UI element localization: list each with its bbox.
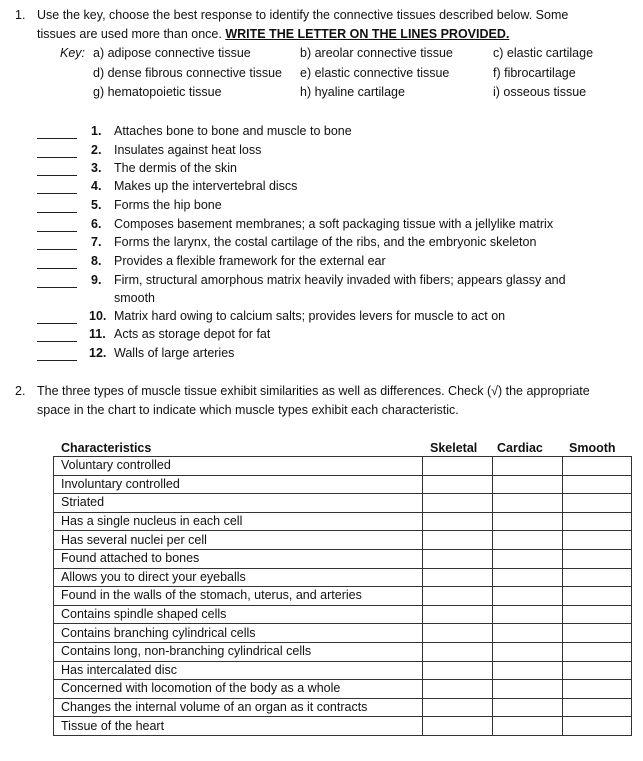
header-smooth: Smooth bbox=[569, 441, 616, 455]
answer-blank[interactable] bbox=[37, 268, 77, 269]
check-cell-cardiac[interactable] bbox=[493, 494, 563, 513]
characteristic-cell: Contains spindle shaped cells bbox=[54, 605, 423, 624]
table-row bbox=[54, 642, 632, 661]
q2-instructions-line1: The three types of muscle tissue exhibit similarities as well as differences. Check (√) the appropriate bbox=[37, 384, 590, 398]
item-text: Walls of large arteries bbox=[114, 346, 235, 360]
table-row bbox=[54, 549, 632, 568]
check-cell-smooth[interactable] bbox=[563, 642, 632, 661]
answer-blank[interactable] bbox=[37, 249, 77, 250]
check-cell-smooth[interactable] bbox=[563, 512, 632, 531]
table-row bbox=[54, 568, 632, 587]
table-row bbox=[54, 624, 632, 643]
table-row bbox=[54, 512, 632, 531]
muscle-characteristics-table bbox=[53, 456, 632, 736]
q2-number: 2. bbox=[15, 384, 26, 398]
check-cell-cardiac[interactable] bbox=[493, 605, 563, 624]
answer-blank[interactable] bbox=[37, 157, 77, 158]
q1-instructions-line1: Use the key, choose the best response to identify the connective tissues described below. Some bbox=[37, 8, 569, 22]
header-cardiac: Cardiac bbox=[497, 441, 543, 455]
table-row bbox=[54, 531, 632, 550]
item-number: 9. bbox=[91, 273, 102, 287]
table-row bbox=[54, 457, 632, 476]
check-cell-cardiac[interactable] bbox=[493, 457, 563, 476]
key-item-f: f) fibrocartilage bbox=[493, 66, 576, 80]
characteristic-cell: Has several nuclei per cell bbox=[54, 531, 423, 550]
characteristic-cell: Contains long, non-branching cylindrical cells bbox=[54, 642, 423, 661]
item-text: Insulates against heat loss bbox=[114, 143, 262, 157]
answer-blank[interactable] bbox=[37, 231, 77, 232]
check-cell-smooth[interactable] bbox=[563, 549, 632, 568]
item-number: 11. bbox=[89, 327, 106, 341]
check-cell-smooth[interactable] bbox=[563, 587, 632, 606]
item-number: 1. bbox=[91, 124, 102, 138]
key-label: Key: bbox=[60, 46, 86, 60]
item-text: Provides a flexible framework for the external ear bbox=[114, 254, 386, 268]
header-characteristics: Characteristics bbox=[61, 441, 152, 455]
item-number: 4. bbox=[91, 179, 102, 193]
item-number: 3. bbox=[91, 161, 102, 175]
item-text-continued: smooth bbox=[114, 291, 155, 305]
check-cell-cardiac[interactable] bbox=[493, 661, 563, 680]
answer-blank[interactable] bbox=[37, 212, 77, 213]
check-cell-cardiac[interactable] bbox=[493, 717, 563, 736]
check-cell-cardiac[interactable] bbox=[493, 531, 563, 550]
table-row bbox=[54, 494, 632, 513]
item-text: Forms the hip bone bbox=[114, 198, 222, 212]
table-row bbox=[54, 680, 632, 699]
characteristic-cell: Striated bbox=[54, 494, 423, 513]
check-cell-skeletal[interactable] bbox=[423, 549, 493, 568]
check-cell-smooth[interactable] bbox=[563, 661, 632, 680]
characteristic-cell: Allows you to direct your eyeballs bbox=[54, 568, 423, 587]
check-cell-cardiac[interactable] bbox=[493, 642, 563, 661]
answer-blank[interactable] bbox=[37, 287, 77, 288]
check-cell-cardiac[interactable] bbox=[493, 512, 563, 531]
check-cell-skeletal[interactable] bbox=[423, 698, 493, 717]
check-cell-skeletal[interactable] bbox=[423, 680, 493, 699]
characteristic-cell: Contains branching cylindrical cells bbox=[54, 624, 423, 643]
item-text: Forms the larynx, the costal cartilage of the ribs, and the embryonic skeleton bbox=[114, 235, 537, 249]
check-cell-skeletal[interactable] bbox=[423, 568, 493, 587]
answer-blank[interactable] bbox=[37, 175, 77, 176]
item-text: Composes basement membranes; a soft packaging tissue with a jellylike matrix bbox=[114, 217, 554, 231]
item-text: Acts as storage depot for fat bbox=[114, 327, 271, 341]
item-number: 2. bbox=[91, 143, 102, 157]
q1-number: 1. bbox=[15, 8, 26, 22]
q1-instructions-emphasis: WRITE THE LETTER ON THE LINES PROVIDED. bbox=[225, 27, 510, 41]
check-cell-skeletal[interactable] bbox=[423, 717, 493, 736]
q1-instructions-line2 bbox=[37, 27, 509, 41]
item-number: 5. bbox=[91, 198, 102, 212]
key-item-h: h) hyaline cartilage bbox=[300, 85, 405, 99]
answer-blank[interactable] bbox=[37, 193, 77, 194]
item-number: 8. bbox=[91, 254, 102, 268]
answer-blank[interactable] bbox=[37, 341, 77, 342]
check-cell-skeletal[interactable] bbox=[423, 624, 493, 643]
characteristic-cell: Tissue of the heart bbox=[54, 717, 423, 736]
key-item-c: c) elastic cartilage bbox=[493, 46, 594, 60]
item-number: 7. bbox=[91, 235, 102, 249]
q2-instructions-line2: space in the chart to indicate which muscle types exhibit each characteristic. bbox=[37, 403, 459, 417]
check-cell-smooth[interactable] bbox=[563, 624, 632, 643]
key-item-i: i) osseous tissue bbox=[493, 85, 587, 99]
table-row bbox=[54, 698, 632, 717]
table-row bbox=[54, 587, 632, 606]
key-item-a: a) adipose connective tissue bbox=[93, 46, 251, 60]
check-cell-cardiac[interactable] bbox=[493, 549, 563, 568]
answer-blank[interactable] bbox=[37, 138, 77, 139]
characteristic-cell: Changes the internal volume of an organ as it contracts bbox=[54, 698, 423, 717]
check-cell-cardiac[interactable] bbox=[493, 624, 563, 643]
check-cell-cardiac[interactable] bbox=[493, 587, 563, 606]
item-number: 6. bbox=[91, 217, 102, 231]
item-text: Makes up the intervertebral discs bbox=[114, 179, 298, 193]
characteristic-cell: Has intercalated disc bbox=[54, 661, 423, 680]
item-text: Matrix hard owing to calcium salts; provides levers for muscle to act on bbox=[114, 309, 506, 323]
check-cell-cardiac[interactable] bbox=[493, 475, 563, 494]
header-skeletal: Skeletal bbox=[430, 441, 478, 455]
characteristic-cell: Found in the walls of the stomach, uterus, and arteries bbox=[54, 587, 423, 606]
key-item-e: e) elastic connective tissue bbox=[300, 66, 450, 80]
check-cell-smooth[interactable] bbox=[563, 494, 632, 513]
check-cell-skeletal[interactable] bbox=[423, 494, 493, 513]
check-cell-smooth[interactable] bbox=[563, 680, 632, 699]
check-cell-skeletal[interactable] bbox=[423, 661, 493, 680]
item-number: 12. bbox=[89, 346, 107, 360]
table-row bbox=[54, 475, 632, 494]
check-cell-smooth[interactable] bbox=[563, 531, 632, 550]
check-cell-skeletal[interactable] bbox=[423, 642, 493, 661]
check-cell-smooth[interactable] bbox=[563, 698, 632, 717]
characteristic-cell: Voluntary controlled bbox=[54, 457, 423, 476]
check-cell-smooth[interactable] bbox=[563, 457, 632, 476]
key-item-g: g) hematopoietic tissue bbox=[93, 85, 222, 99]
answer-blank[interactable] bbox=[37, 323, 77, 324]
check-cell-cardiac[interactable] bbox=[493, 680, 563, 699]
item-number: 10. bbox=[89, 309, 107, 323]
check-cell-skeletal[interactable] bbox=[423, 475, 493, 494]
q1-instructions-text: tissues are used more than once. bbox=[37, 27, 226, 41]
check-cell-skeletal[interactable] bbox=[423, 531, 493, 550]
characteristic-cell: Concerned with locomotion of the body as a whole bbox=[54, 680, 423, 699]
check-cell-cardiac[interactable] bbox=[493, 698, 563, 717]
check-cell-skeletal[interactable] bbox=[423, 512, 493, 531]
check-cell-smooth[interactable] bbox=[563, 605, 632, 624]
check-cell-smooth[interactable] bbox=[563, 717, 632, 736]
table-row bbox=[54, 605, 632, 624]
answer-blank[interactable] bbox=[37, 360, 77, 361]
check-cell-cardiac[interactable] bbox=[493, 568, 563, 587]
item-text: The dermis of the skin bbox=[114, 161, 237, 175]
characteristic-cell: Found attached to bones bbox=[54, 549, 423, 568]
item-text: Firm, structural amorphous matrix heavily invaded with fibers; appears glassy and bbox=[114, 273, 566, 287]
check-cell-skeletal[interactable] bbox=[423, 605, 493, 624]
key-item-d: d) dense fibrous connective tissue bbox=[93, 66, 282, 80]
table-row bbox=[54, 661, 632, 680]
characteristic-cell: Involuntary controlled bbox=[54, 475, 423, 494]
table-row bbox=[54, 717, 632, 736]
check-cell-smooth[interactable] bbox=[563, 568, 632, 587]
key-item-b: b) areolar connective tissue bbox=[300, 46, 453, 60]
item-text: Attaches bone to bone and muscle to bone bbox=[114, 124, 352, 138]
check-cell-skeletal[interactable] bbox=[423, 457, 493, 476]
check-cell-skeletal[interactable] bbox=[423, 587, 493, 606]
characteristic-cell: Has a single nucleus in each cell bbox=[54, 512, 423, 531]
check-cell-smooth[interactable] bbox=[563, 475, 632, 494]
